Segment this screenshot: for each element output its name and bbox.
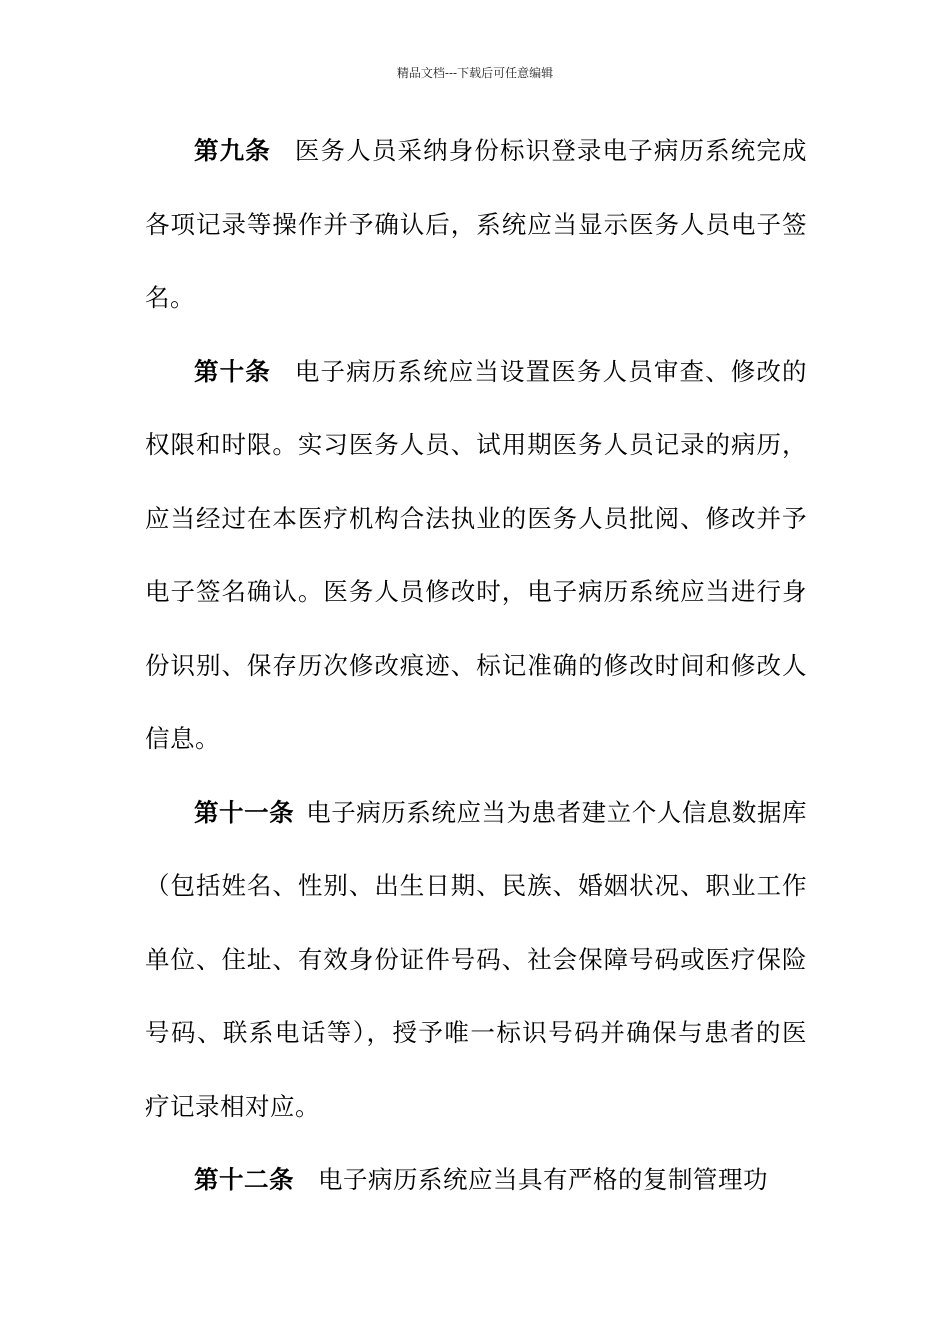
article-text: 电子病历系统应当设置医务人员审查、修改的权限和时限。实习医务人员、试用期医务人员记录的病历，应当经过在本医疗机构合法执业的医务人员批阅、修改并予电子签名确认。医务人员修改时，电子病历系统应当进行身份识别、保存历次修改痕迹、标记准确的修改时间和修改人信息。	[145, 356, 808, 753]
article-text: 电子病历系统应当具有严格的复制管理功	[318, 1165, 768, 1194]
article-9	[145, 114, 807, 335]
article-title: 第十条	[194, 356, 271, 386]
article-text: 电子病历系统应当为患者建立个人信息数据库（包括姓名、性别、出生日期、民族、婚姻状况、职业工作单位、住址、有效身份证件号码、社会保障号码或医疗保险号码、联系电话等），授予唯一标识号码并确保与患者的医疗记录相对应。	[145, 797, 808, 1121]
article-11	[145, 776, 807, 1144]
article-10	[145, 335, 807, 776]
article-title: 第十二条	[194, 1165, 294, 1194]
article-title: 第九条	[194, 136, 271, 165]
article-12	[145, 1143, 807, 1217]
page-header: 精品文档---下载后可任意编辑	[396, 66, 554, 80]
document-body	[145, 114, 807, 1217]
article-title: 第十一条	[194, 797, 295, 827]
article-text: 医务人员采纳身份标识登录电子病历系统完成各项记录等操作并予确认后，系统应当显示医务人员电子签名。	[145, 136, 808, 312]
